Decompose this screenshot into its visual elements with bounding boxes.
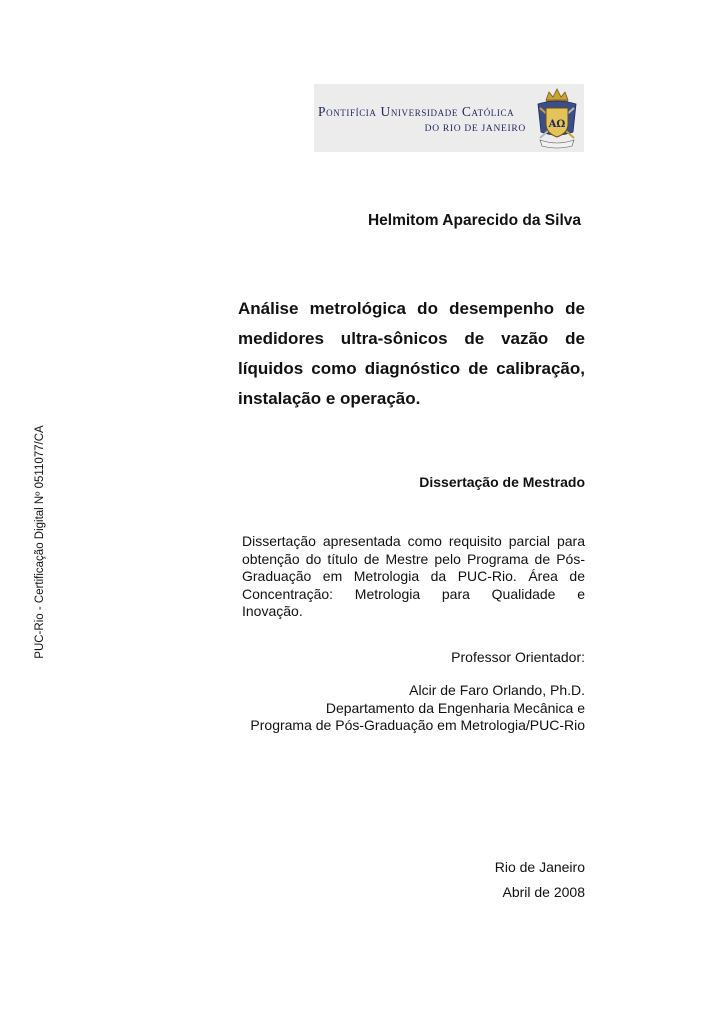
statement-line: Graduação em Metrologia da PUC-Rio. Área de (242, 568, 585, 585)
advisor-block (165, 682, 585, 735)
advisor-name: Alcir de Faro Orlando, Ph.D. (409, 682, 585, 698)
statement-line: Dissertação apresentada como requisito parcial para (242, 533, 585, 549)
statement-line: Concentração: Metrologia para Qualidade e (242, 585, 585, 602)
institution-name: Pontifícia Universidade Católica (318, 104, 515, 119)
title-line: instalação e operação. (238, 389, 421, 408)
advisor-label: Professor Orientador: (451, 649, 585, 665)
city: Rio de Janeiro (494, 859, 585, 875)
advisor-department: Departamento da Engenharia Mecânica e (325, 699, 585, 716)
puc-rio-crest-icon (532, 86, 582, 150)
author-name: Helmitom Aparecido da Silva (367, 212, 581, 229)
statement-line: Inovação. (242, 603, 303, 620)
title-line: Análise metrológica do desempenho de (238, 299, 585, 318)
date: Abril de 2008 (502, 884, 585, 900)
institution-city: DO RIO DE JANEIRO (424, 124, 526, 134)
advisor-program: Programa de Pós-Graduação em Metrologia/PUC-Rio (250, 717, 585, 734)
place-and-date (165, 855, 585, 905)
document-type: Dissertação de Mestrado (419, 474, 585, 490)
title-line: medidores ultra-sônicos de vazão de (238, 329, 585, 348)
title-line: líquidos como diagnóstico de calibração, (238, 359, 585, 378)
crest-alpha-omega: ΑΩ (548, 119, 566, 130)
submission-statement (242, 533, 585, 621)
institution-banner (314, 84, 584, 152)
thesis-title (238, 294, 585, 414)
digital-certification-stamp: PUC-Rio - Certificação Digital Nº 0511077/CA (34, 425, 46, 659)
statement-line: obtenção do título de Mestre pelo Programa de Pós- (242, 550, 585, 567)
